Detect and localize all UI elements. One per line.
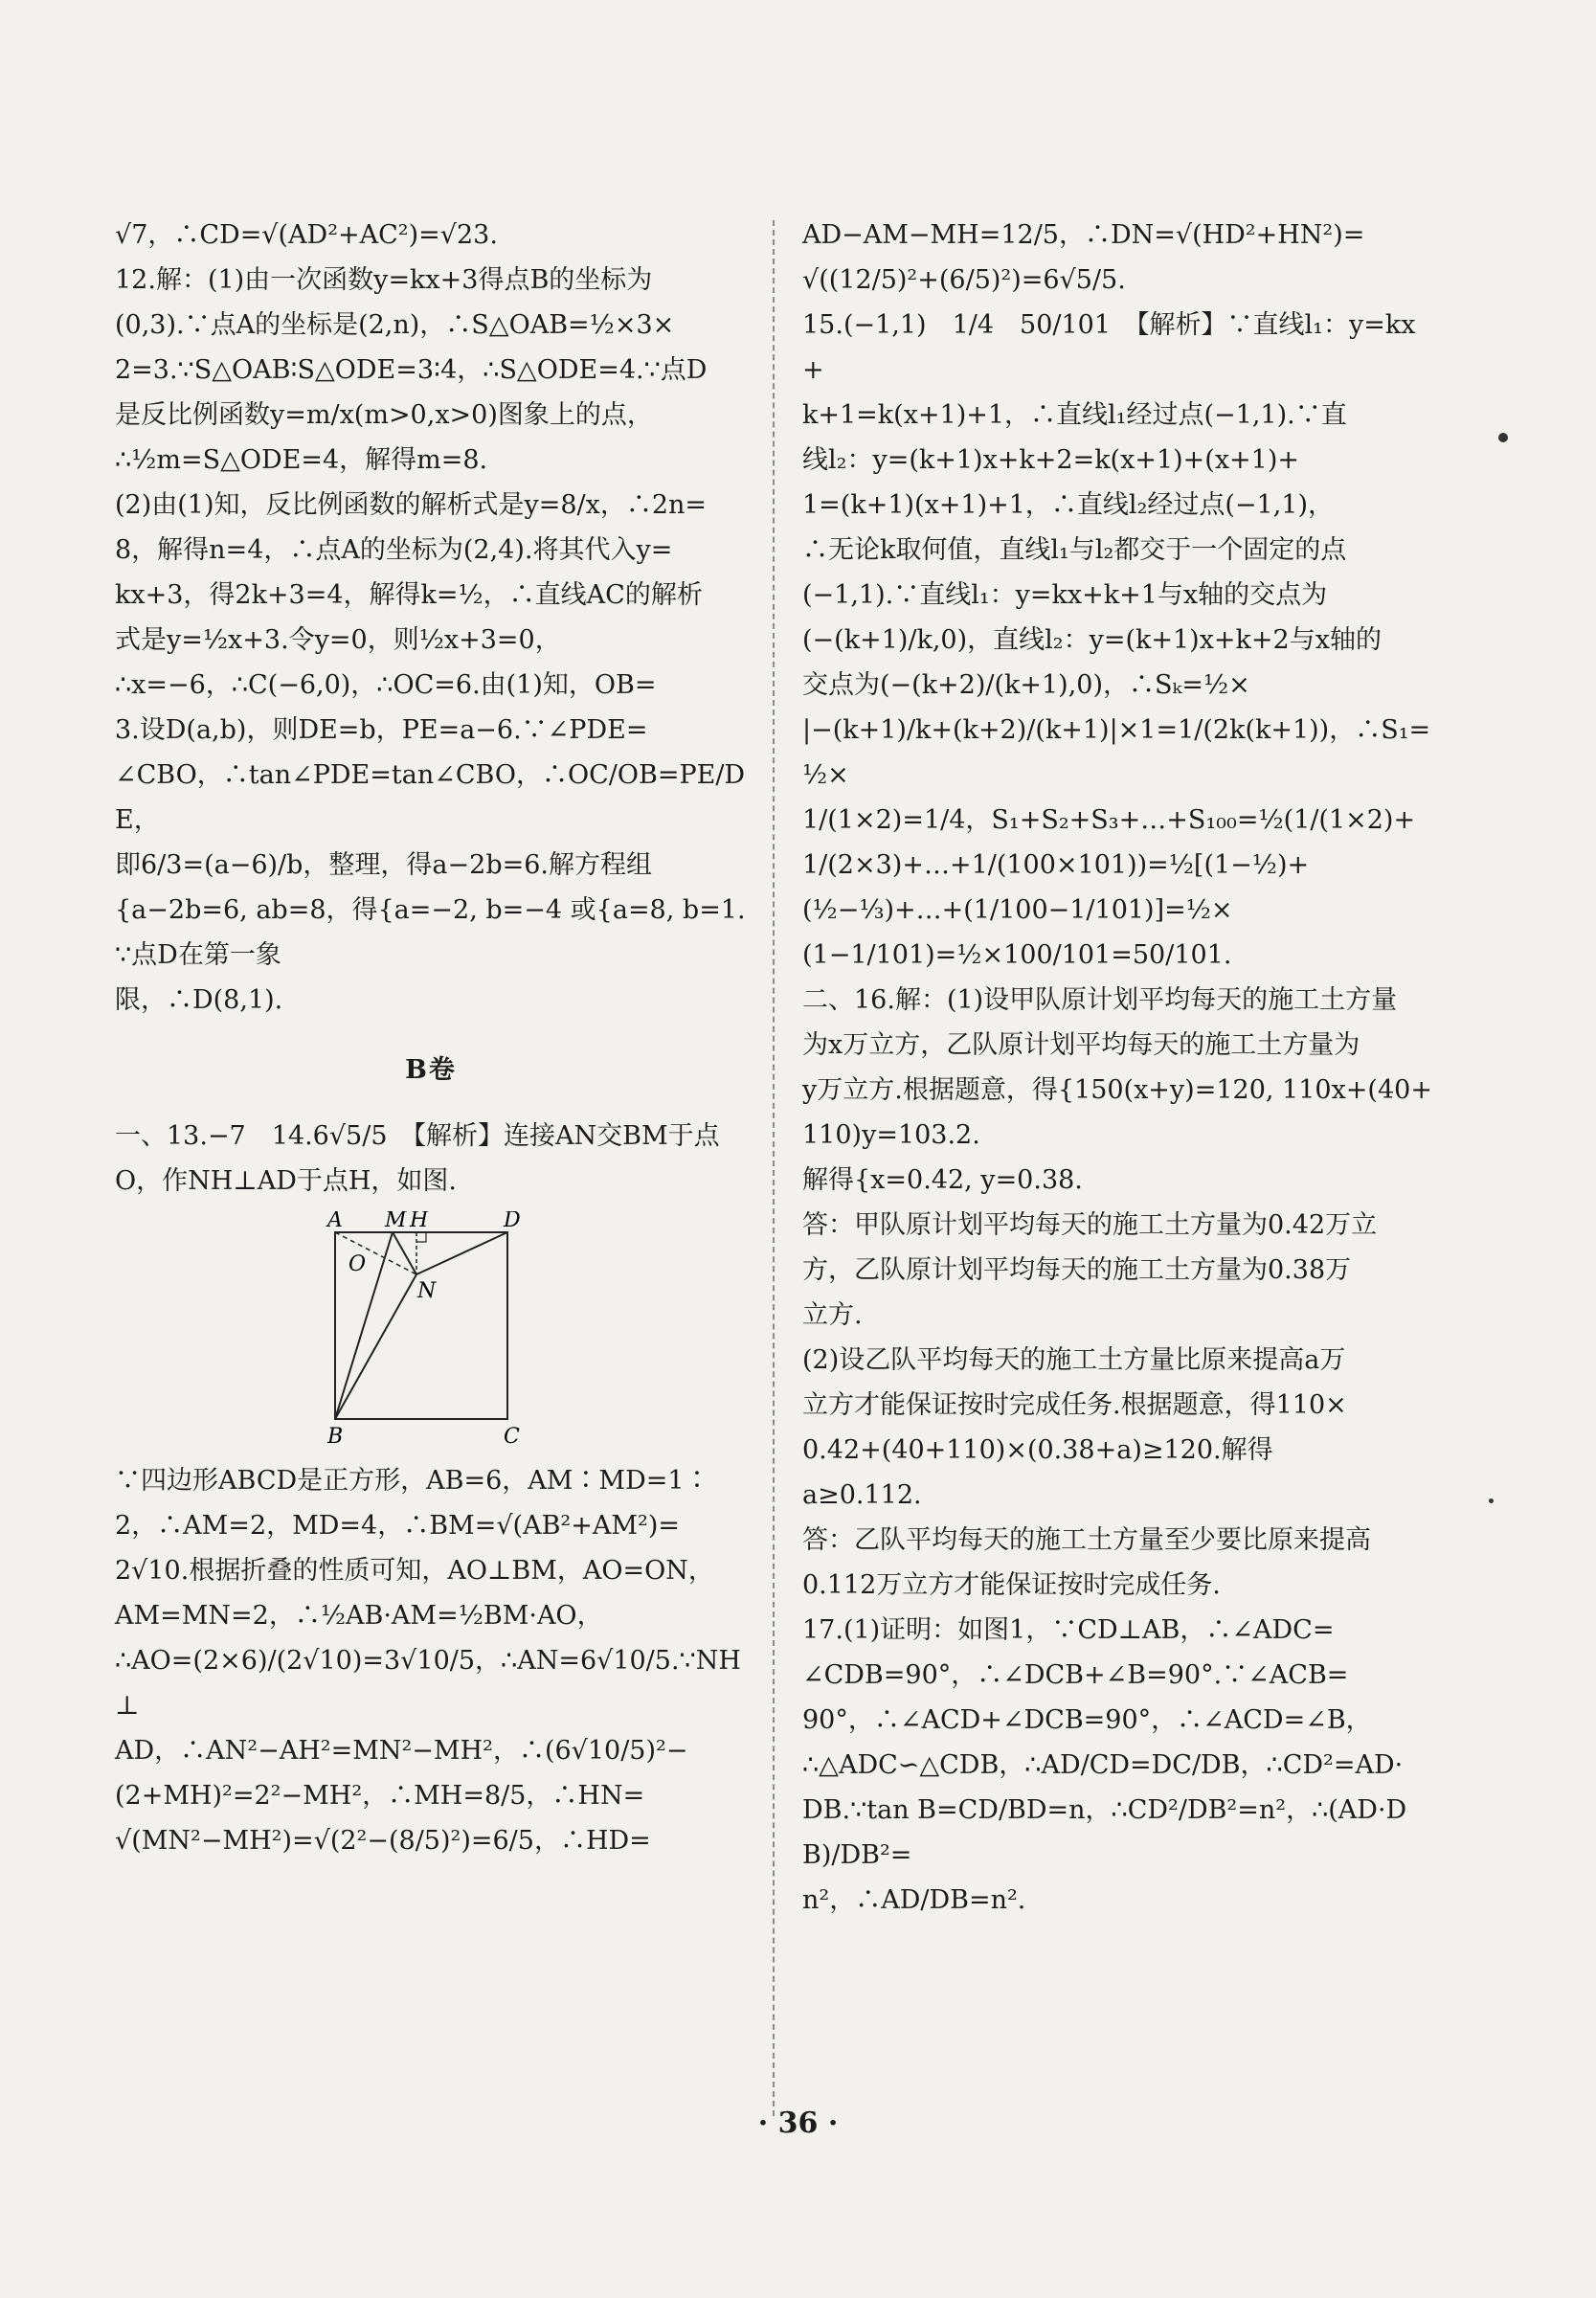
- text-line: ∴无论k取何值，直线l₁与l₂都交于一个固定的点: [802, 535, 1347, 565]
- text-line: (−(k+1)/k,0)，直线l₂：y=(k+1)x+k+2与x轴的: [802, 625, 1382, 655]
- text-line: ∴△ADC∽△CDB，∴AD/CD=DC/DB，∴CD²=AD·: [802, 1750, 1404, 1780]
- text-line: |−(k+1)/k+(k+2)/(k+1)|×1=1/(2k(k+1))，∴S₁=½×: [802, 715, 1431, 790]
- text-line: 12.解：(1)由一次函数y=kx+3得点B的坐标为: [115, 265, 653, 295]
- square-diagram: [306, 1211, 527, 1451]
- page-number-value: 36: [777, 2106, 819, 2140]
- text-line: AD，∴AN²−AH²=MN²−MH²，∴(6√10/5)²−: [115, 1736, 688, 1766]
- text-line: 是反比例函数y=m/x(m>0,x>0)图象上的点，: [115, 400, 653, 430]
- text-line: 线l₂：y=(k+1)x+k+2=k(x+1)+(x+1)+: [802, 445, 1299, 475]
- text-line: (2)由(1)知，反比例函数的解析式是y=8/x，∴2n=: [115, 490, 708, 520]
- text-line: ∠CBO，∴tan∠PDE=tan∠CBO，∴OC/OB=PE/DE，: [115, 760, 746, 835]
- segment-nd: [416, 1232, 507, 1274]
- text-line: 一、13.−7 14.6√5/5 【解析】连接AN交BM于点: [115, 1121, 720, 1151]
- page-number: · 36 ·: [757, 2106, 839, 2140]
- text-line: 1=(k+1)(x+1)+1，∴直线l₂经过点(−1,1)，: [802, 490, 1335, 520]
- text-line: 2，∴AM=2，MD=4，∴BM=√(AB²+AM²)=: [115, 1511, 680, 1541]
- label-a: A: [327, 1211, 343, 1232]
- label-b: B: [327, 1425, 344, 1449]
- text-line: 方，乙队原计划平均每天的施工土方量为0.38万: [802, 1255, 1352, 1285]
- text-line: AM=MN=2，∴½AB·AM=½BM·AO，: [115, 1601, 603, 1631]
- section-b-title: B卷: [405, 1055, 457, 1085]
- text-line: kx+3，得2k+3=4，解得k=½，∴直线AC的解析: [115, 580, 703, 610]
- scan-speck: [1489, 1498, 1494, 1503]
- text-line: 1/(1×2)=1/4，S₁+S₂+S₃+…+S₁₀₀=½(1/(1×2)+: [802, 805, 1416, 835]
- right-column: [802, 213, 1434, 1923]
- text-line: 15.(−1,1) 1/4 50/101 【解析】∵直线l₁：y=kx+: [802, 310, 1416, 385]
- text-line: 立方才能保证按时完成任务.根据题意，得110×: [802, 1390, 1347, 1420]
- column-divider: [773, 220, 775, 2116]
- text-line: (1−1/101)=½×100/101=50/101.: [802, 940, 1232, 970]
- text-line: 交点为(−(k+2)/(k+1),0)，∴Sₖ=½×: [802, 670, 1250, 700]
- text-line: 为x万立方，乙队原计划平均每天的施工土方量为: [802, 1030, 1360, 1060]
- text-line: DB.∵tan B=CD/BD=n，∴CD²/DB²=n²，∴(AD·DB)/DB²=: [802, 1795, 1407, 1870]
- text-line: (½−⅓)+…+(1/100−1/101)]=½×: [802, 895, 1233, 925]
- text-line: {a−2b=6, ab=8，得{a=−2, b=−4 或{a=8, b=1.∵点D在第一象: [115, 895, 746, 970]
- text-line: √(MN²−MH²)=√(2²−(8/5)²)=6/5，∴HD=: [115, 1826, 651, 1856]
- text-line: ∵四边形ABCD是正方形，AB=6，AM∶MD=1∶: [115, 1466, 710, 1496]
- text-line: 8，解得n=4，∴点A的坐标为(2,4).将其代入y=: [115, 535, 673, 565]
- text-line: y万立方.根据题意，得{150(x+y)=120, 110x+(40+110)y=103.2.: [802, 1075, 1432, 1150]
- scan-speck: [1498, 433, 1508, 442]
- text-line: 3.设D(a,b)，则DE=b，PE=a−6.∵∠PDE=: [115, 715, 648, 745]
- square-figure: [306, 1211, 747, 1451]
- text-line: n²，∴AD/DB=n².: [802, 1885, 1026, 1915]
- text-line: 17.(1)证明：如图1，∵CD⊥AB，∴∠ADC=: [802, 1615, 1335, 1645]
- text-line: √7，∴CD=√(AD²+AC²)=√23.: [115, 220, 498, 250]
- text-line: 答：乙队平均每天的施工土方量至少要比原来提高: [802, 1525, 1371, 1555]
- text-line: a≥0.112.: [802, 1480, 922, 1510]
- text-line: 0.112万立方才能保证按时完成任务.: [802, 1570, 1221, 1600]
- text-line: 2√10.根据折叠的性质可知，AO⊥BM，AO=ON，: [115, 1556, 714, 1586]
- text-line: ∴AO=(2×6)/(2√10)=3√10/5，∴AN=6√10/5.∵NH⊥: [115, 1646, 741, 1721]
- label-n: N: [417, 1279, 437, 1303]
- text-line: 答：甲队原计划平均每天的施工土方量为0.42万立: [802, 1210, 1378, 1240]
- text-line: k+1=k(x+1)+1，∴直线l₁经过点(−1,1).∵直: [802, 400, 1347, 430]
- text-line: 90°，∴∠ACD+∠DCB=90°，∴∠ACD=∠B，: [802, 1705, 1372, 1735]
- text-line: O，作NH⊥AD于点H，如图.: [115, 1166, 457, 1196]
- segment-bn: [335, 1274, 416, 1419]
- text-line: ∠CDB=90°，∴∠DCB+∠B=90°.∵∠ACB=: [802, 1660, 1349, 1690]
- label-d: D: [504, 1211, 521, 1232]
- text-line: 1/(2×3)+…+1/(100×101))=½[(1−½)+: [802, 850, 1310, 880]
- text-line: 2=3.∵S△OAB∶S△ODE=3∶4，∴S△ODE=4.∵点D: [115, 355, 708, 385]
- text-line: (−1,1).∵直线l₁：y=kx+k+1与x轴的交点为: [802, 580, 1328, 610]
- text-line: 二、16.解：(1)设甲队原计划平均每天的施工土方量: [802, 985, 1398, 1015]
- text-line: ∴x=−6，∴C(−6,0)，∴OC=6.由(1)知，OB=: [115, 670, 657, 700]
- text-line: AD−AM−MH=12/5，∴DN=√(HD²+HN²)=: [802, 220, 1365, 250]
- text-line: 限，∴D(8,1).: [115, 985, 283, 1015]
- left-column: [115, 213, 747, 1863]
- text-line: √((12/5)²+(6/5)²)=6√5/5.: [802, 265, 1126, 295]
- text-line: (2+MH)²=2²−MH²，∴MH=8/5，∴HN=: [115, 1781, 645, 1811]
- label-o: O: [348, 1252, 367, 1276]
- text-line: 式是y=½x+3.令y=0，则½x+3=0，: [115, 625, 561, 655]
- text-line: 即6/3=(a−6)/b，整理，得a−2b=6.解方程组: [115, 850, 652, 880]
- label-h: H: [410, 1211, 429, 1232]
- text-line: (2)设乙队平均每天的施工土方量比原来提高a万: [802, 1345, 1346, 1375]
- label-m: M: [385, 1211, 407, 1232]
- text-line: 0.42+(40+110)×(0.38+a)≥120.解得: [802, 1435, 1273, 1465]
- text-line: 解得{x=0.42, y=0.38.: [802, 1165, 1083, 1195]
- text-line: 立方.: [802, 1300, 863, 1330]
- text-line: (0,3).∵点A的坐标是(2,n)，∴S△OAB=½×3×: [115, 310, 675, 340]
- right-angle-mark: [416, 1232, 426, 1242]
- text-line: ∴½m=S△ODE=4，解得m=8.: [115, 445, 488, 475]
- label-c: C: [504, 1425, 520, 1449]
